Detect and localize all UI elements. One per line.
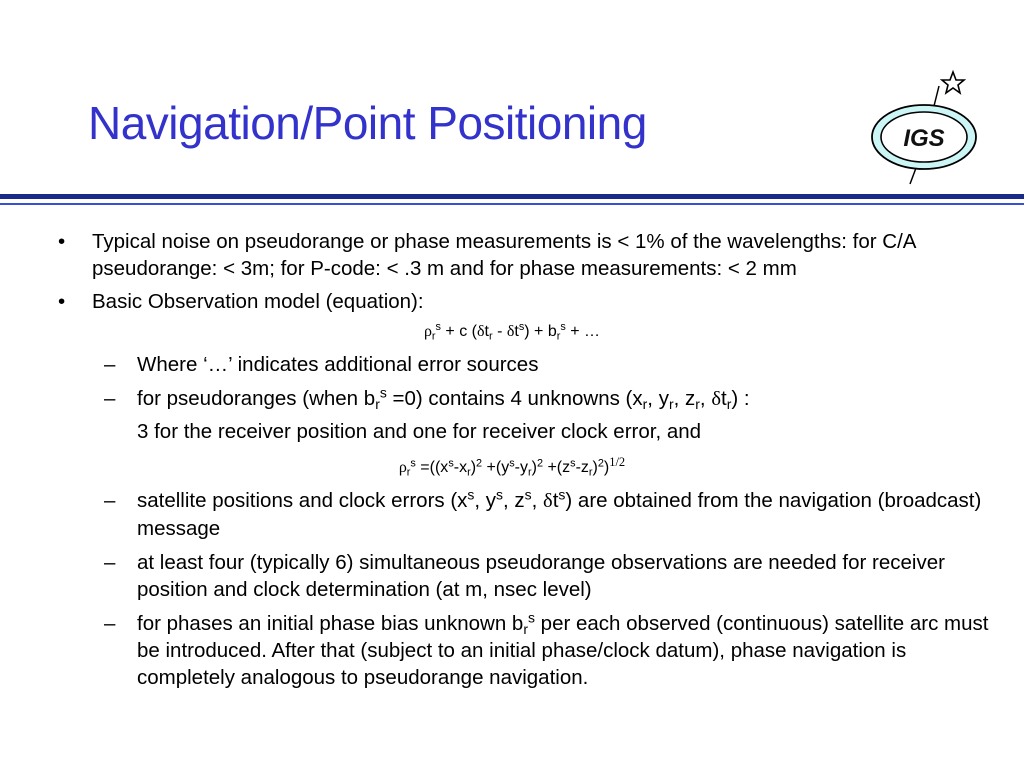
bullet-noise xyxy=(0,228,1024,282)
sub-bullet-satellite-positions xyxy=(0,487,1024,542)
slide-body xyxy=(0,228,1024,698)
star-icon xyxy=(942,72,964,93)
sub-bullet-text: satellite positions and clock errors ($x^s$, $y^s$, $z^s$, $\delta t^s$) are obtained from the navigation (broadcast) message xyxy=(137,486,982,541)
dash-mark: – xyxy=(104,387,116,410)
igs-logo xyxy=(866,66,986,190)
dash-mark: – xyxy=(104,353,116,376)
bullet-text: Basic Observation model (equation): xyxy=(92,290,424,313)
sub-bullet-text: at least four (typically 6) simultaneous pseudorange observations are needed for receiver position and clock determination (at m, nsec level) xyxy=(137,551,945,602)
slide-title: Navigation/Point Positioning xyxy=(88,97,647,149)
observation-equation: $\rho_r^s + c$ $(\delta t_r - \delta t^s) + b_r^s$ + … xyxy=(423,321,601,343)
sub-bullet-continuation: 3 for the receiver position and one for receiver clock error, and xyxy=(137,420,702,443)
sub-bullet-text: for phases an initial phase bias unknown $b_r^s$ per each observed (continuous) satellite arc must be introduced. After that (subject to an initial phase/clock datum), phase navigation is completely analogous to pseudorange navigation. xyxy=(137,609,989,690)
logo-text: IGS xyxy=(903,125,945,152)
title-rule-thin xyxy=(0,203,1024,205)
sub-bullet-text: for pseudoranges (when $b_r^s =0$) contains 4 unknowns ($x_r$, $y_r$, $z_r$, $\delta t_r$) : xyxy=(137,384,750,413)
bullet-mark: • xyxy=(58,290,66,313)
bullet-model xyxy=(0,288,1024,315)
bullet-text: Typical noise on pseudorange or phase measurements is < 1% of the wavelengths: for C/A pseudorange: < 3m; for P-code: < .3 m and for phase measurements: < 2 mm xyxy=(92,230,916,280)
sub-bullet-text: Where ‘…’ indicates additional error sources xyxy=(137,353,539,376)
dash-mark: – xyxy=(104,551,116,575)
title-rule-thick xyxy=(0,194,1024,199)
sub-bullet-phase-bias xyxy=(0,610,1024,691)
dash-mark: – xyxy=(104,612,116,636)
sub-bullet-four-observations xyxy=(0,549,1024,603)
range-equation: $\rho_r^s =((x^s-x_r)^2 +(y^s-y_r)^2 +(z^s-z_r)^2)^{1/2}$ xyxy=(398,455,626,479)
bullet-mark: • xyxy=(58,230,66,253)
sub-bullet-unknowns xyxy=(0,385,1024,413)
dash-mark: – xyxy=(104,489,116,513)
sub-bullet-error-sources xyxy=(0,351,1024,378)
